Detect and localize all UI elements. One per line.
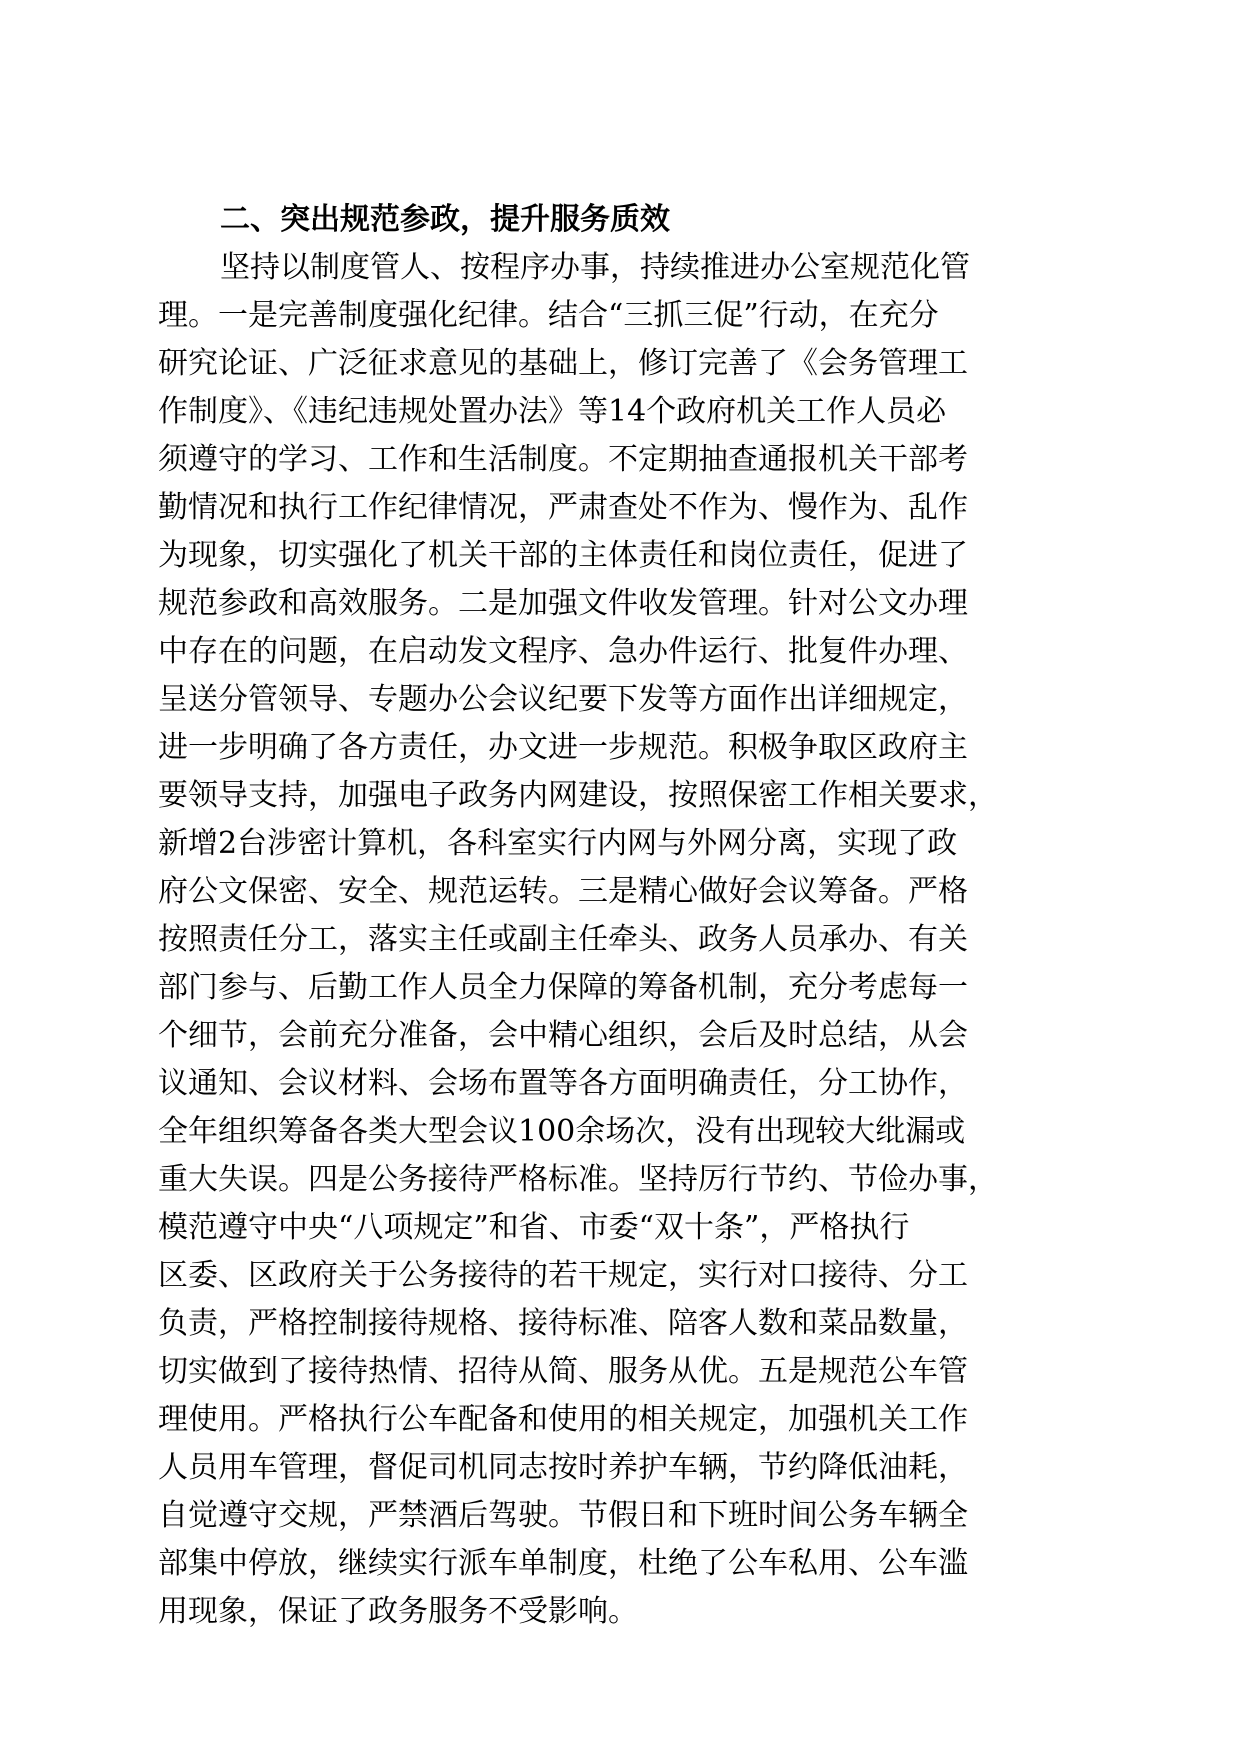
paragraph-line: 按照责任分工，落实主任或副主任牵头、政务人员承办、有关 <box>158 922 968 957</box>
paragraph-line: 用现象，保证了政务服务不受影响。 <box>158 1594 638 1629</box>
paragraph-line: 勤情况和执行工作纪律情况，严肃查处不作为、慢作为、乱作 <box>158 490 968 525</box>
paragraph-line: 理。一是完善制度强化纪律。结合“三抓三促”行动，在充分 <box>158 298 939 333</box>
paragraph-line: 要领导支持，加强电子政务内网建设，按照保密工作相关要求， <box>158 778 998 813</box>
paragraph-line: 重大失误。四是公务接待严格标准。坚持厉行节约、节俭办事， <box>158 1162 998 1197</box>
paragraph-line: 规范参政和高效服务。二是加强文件收发管理。针对公文办理 <box>158 586 968 621</box>
paragraph-line: 须遵守的学习、工作和生活制度。不定期抽查通报机关干部考 <box>158 442 968 477</box>
paragraph-line: 新增2台涉密计算机，各科室实行内网与外网分离，实现了政 <box>158 826 958 861</box>
paragraph-line: 理使用。严格执行公车配备和使用的相关规定，加强机关工作 <box>158 1402 968 1437</box>
paragraph-line: 府公文保密、安全、规范运转。三是精心做好会议筹备。严格 <box>158 874 968 909</box>
paragraph-line: 模范遵守中央“八项规定”和省、市委“双十条”，严格执行 <box>158 1210 910 1245</box>
paragraph-line: 部门参与、后勤工作人员全力保障的筹备机制，充分考虑每一 <box>158 970 968 1005</box>
document-body <box>158 196 1088 1636</box>
paragraph-line: 研究论证、广泛征求意见的基础上，修订完善了《会务管理工 <box>158 346 968 381</box>
paragraph-line: 负责，严格控制接待规格、接待标准、陪客人数和菜品数量， <box>158 1306 968 1341</box>
section-heading: 二、突出规范参政，提升服务质效 <box>220 202 670 237</box>
paragraph-line: 个细节，会前充分准备，会中精心组织，会后及时总结，从会 <box>158 1018 968 1053</box>
paragraph-line: 切实做到了接待热情、招待从简、服务从优。五是规范公车管 <box>158 1354 968 1389</box>
paragraph-line: 呈送分管领导、专题办公会议纪要下发等方面作出详细规定， <box>158 682 968 717</box>
paragraph-line: 部集中停放，继续实行派车单制度，杜绝了公车私用、公车滥 <box>158 1546 968 1581</box>
paragraph-line: 坚持以制度管人、按程序办事，持续推进办公室规范化管 <box>220 250 970 285</box>
paragraph-line: 区委、区政府关于公务接待的若干规定，实行对口接待、分工 <box>158 1258 968 1293</box>
paragraph-line: 为现象，切实强化了机关干部的主体责任和岗位责任，促进了 <box>158 538 968 573</box>
paragraph-line: 人员用车管理，督促司机同志按时养护车辆，节约降低油耗， <box>158 1450 968 1485</box>
paragraph-line: 自觉遵守交规，严禁酒后驾驶。节假日和下班时间公务车辆全 <box>158 1498 968 1533</box>
paragraph-line: 中存在的问题，在启动发文程序、急办件运行、批复件办理、 <box>158 634 968 669</box>
body-paragraph <box>158 244 1088 1636</box>
paragraph-line: 议通知、会议材料、会场布置等各方面明确责任，分工协作， <box>158 1066 968 1101</box>
paragraph-line: 全年组织筹备各类大型会议100余场次，没有出现较大纰漏或 <box>158 1114 966 1149</box>
paragraph-line: 进一步明确了各方责任，办文进一步规范。积极争取区政府主 <box>158 730 968 765</box>
paragraph-line: 作制度》、《违纪违规处置办法》等14个政府机关工作人员必 <box>158 394 947 429</box>
